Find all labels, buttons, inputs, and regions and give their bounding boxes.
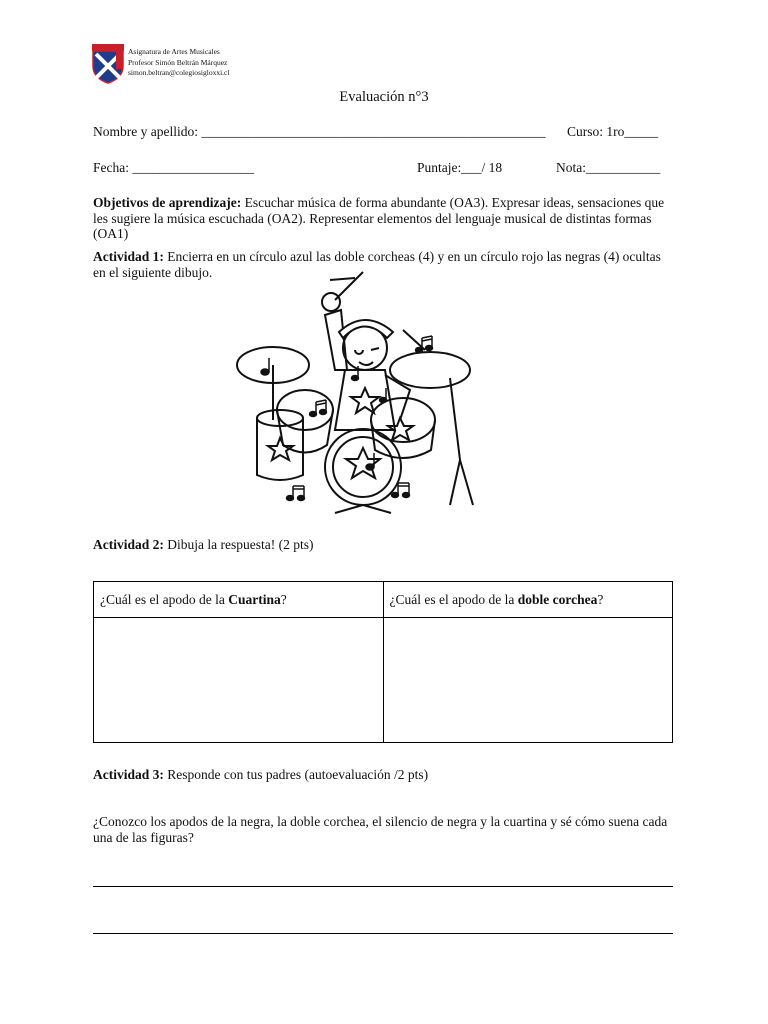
answer-line-2[interactable]	[93, 933, 673, 934]
answer-box-doble-corchea[interactable]	[383, 618, 673, 743]
activity3-question: ¿Conozco los apodos de la negra, la doble corchea, el silencio de negra y la cuartina y sé cómo suena cada una de las figuras?	[93, 814, 668, 845]
drummer-illustration	[235, 270, 475, 515]
school-crest-logo	[92, 44, 124, 84]
activity2-text: Dibuja la respuesta! (2 pts)	[163, 537, 314, 552]
score-field[interactable]: Puntaje:___/ 18	[417, 160, 503, 175]
question-cuartina: ¿Cuál es el apodo de la Cuartina?	[94, 582, 384, 618]
page-title: Evaluación n°3	[339, 89, 429, 105]
objectives-paragraph	[93, 195, 673, 242]
activity2-label: Actividad 2:	[93, 537, 164, 552]
course-field[interactable]: Curso: 1ro_____	[567, 124, 659, 139]
activity1-label: Actividad 1:	[93, 249, 164, 264]
teacher-email: simon.beltran@colegiosigloxxi.cl	[128, 68, 230, 77]
objectives-label: Objetivos de aprendizaje:	[93, 195, 242, 210]
header-info	[128, 47, 229, 79]
activity1-text: Encierra en un círculo azul las doble corcheas (4) y en un círculo rojo las negras (4) ocultas en el siguiente dibujo.	[93, 249, 661, 280]
activity2-paragraph	[93, 537, 673, 553]
answer-table	[93, 581, 673, 743]
teacher-name: Profesor Simón Beltrán Márquez	[128, 57, 228, 67]
activity3-paragraph	[93, 767, 673, 783]
subject-name: Asignatura de Artes Musicales	[128, 47, 220, 56]
activity3-text: Responde con tus padres (autoevaluación /2 pts)	[163, 767, 429, 782]
answer-box-cuartina[interactable]	[94, 618, 384, 743]
objectives-text: Escuchar música de forma abundante (OA3). Expresar ideas, sensaciones que les sugiere la música escuchada (OA2). Representar elementos del lenguaje musical de distintas formas (OA1)	[93, 195, 665, 241]
activity3-label: Actividad 3:	[93, 767, 164, 782]
question-doble-corchea: ¿Cuál es el apodo de la doble corchea?	[383, 582, 673, 618]
date-field[interactable]: Fecha: __________________	[93, 160, 254, 175]
name-field[interactable]: Nombre y apellido: ___________________________________________________	[93, 124, 546, 139]
answer-line-1[interactable]	[93, 886, 673, 887]
grade-field[interactable]: Nota:___________	[556, 160, 661, 175]
